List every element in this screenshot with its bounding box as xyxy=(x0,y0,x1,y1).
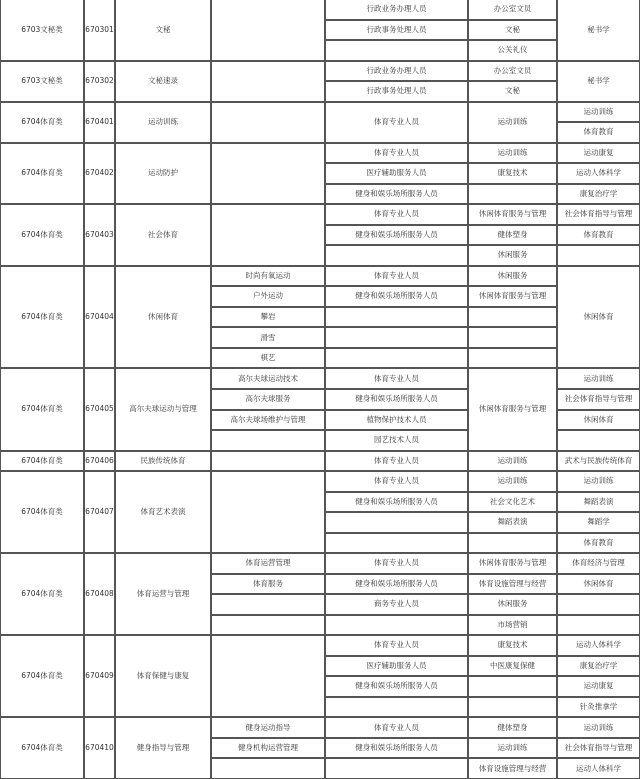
direction-cell: 健身机构运营管理 xyxy=(211,738,325,759)
category-cell: 6704体育类 xyxy=(0,143,84,205)
code-cell: 670407 xyxy=(84,471,115,553)
undergraduate-cell: 运动训练 xyxy=(557,471,640,492)
secondary-cell: 文秘 xyxy=(468,20,557,41)
undergraduate-cell: 运动人体科学 xyxy=(557,758,640,779)
secondary-cell: 体育设施管理与经营 xyxy=(468,574,557,595)
undergraduate-cell xyxy=(557,430,640,451)
occupation-cell: 行政业务办理人员 xyxy=(325,0,468,20)
secondary-cell: 体育设施管理与经营 xyxy=(468,758,557,779)
secondary-cell: 中医康复保健 xyxy=(468,656,557,677)
undergraduate-cell: 康复治疗学 xyxy=(557,656,640,677)
occupation-cell: 健身和娱乐场所服务人员 xyxy=(325,676,468,697)
name-cell: 体育保健与康复 xyxy=(115,635,211,717)
occupation-cell: 健身和娱乐场所服务人员 xyxy=(325,184,468,205)
occupation-cell: 医疗辅助服务人员 xyxy=(325,656,468,677)
name-cell: 民族传统体育 xyxy=(115,451,211,472)
undergraduate-cell: 武术与民族传统体育 xyxy=(557,451,640,472)
secondary-cell: 文秘 xyxy=(468,81,557,102)
occupation-cell xyxy=(325,245,468,266)
undergraduate-cell: 舞蹈学 xyxy=(557,512,640,533)
occupation-cell: 体育专业人员 xyxy=(325,266,468,287)
code-cell: 670401 xyxy=(84,102,115,143)
occupation-cell: 健身和娱乐场所服务人员 xyxy=(325,225,468,246)
code-cell: 670301 xyxy=(84,0,115,61)
secondary-cell: 健体塑身 xyxy=(468,717,557,738)
secondary-cell: 休闲服务 xyxy=(468,245,557,266)
undergraduate-cell: 秘书学 xyxy=(557,0,640,61)
undergraduate-cell: 康复治疗学 xyxy=(557,184,640,205)
direction-cell: 棋艺 xyxy=(211,348,325,369)
undergraduate-cell: 秘书学 xyxy=(557,61,640,102)
direction-cell: 体育服务 xyxy=(211,574,325,595)
occupation-cell xyxy=(325,307,468,328)
secondary-cell: 休闲服务 xyxy=(468,266,557,287)
category-cell: 6704体育类 xyxy=(0,471,84,553)
name-cell: 运动训练 xyxy=(115,102,211,143)
occupation-cell: 体育专业人员 xyxy=(325,451,468,472)
secondary-cell: 运动训练 xyxy=(468,471,557,492)
name-cell: 休闲体育 xyxy=(115,266,211,369)
name-cell: 文秘速录 xyxy=(115,61,211,102)
name-cell: 运动防护 xyxy=(115,143,211,205)
undergraduate-cell xyxy=(557,594,640,615)
occupation-cell xyxy=(325,758,468,779)
occupation-cell: 医疗辅助服务人员 xyxy=(325,163,468,184)
undergraduate-cell: 运动训练 xyxy=(557,368,640,389)
secondary-cell: 公关礼仪 xyxy=(468,40,557,61)
category-cell: 6703文秘类 xyxy=(0,61,84,102)
undergraduate-cell: 社会体育指导与管理 xyxy=(557,738,640,759)
secondary-cell: 舞蹈表演 xyxy=(468,512,557,533)
direction-cell: 高尔夫球服务 xyxy=(211,389,325,410)
secondary-cell: 休闲体育服务与管理 xyxy=(468,286,557,307)
secondary-cell: 康复技术 xyxy=(468,635,557,656)
undergraduate-cell: 运动康复 xyxy=(557,676,640,697)
category-cell: 6704体育类 xyxy=(0,266,84,369)
code-cell: 670405 xyxy=(84,368,115,450)
undergraduate-cell: 社会体育指导与管理 xyxy=(557,389,640,410)
empty-cell xyxy=(211,143,325,205)
occupation-cell: 健身和娱乐场所服务人员 xyxy=(325,286,468,307)
secondary-cell: 市场营销 xyxy=(468,615,557,636)
occupation-cell: 体育专业人员 xyxy=(325,368,468,389)
secondary-cell: 办公室文员 xyxy=(468,61,557,82)
occupation-cell: 行政事务处理人员 xyxy=(325,81,468,102)
empty-cell xyxy=(211,635,325,717)
code-cell: 670410 xyxy=(84,717,115,779)
occupation-cell: 健身和娱乐场所服务人员 xyxy=(325,738,468,759)
undergraduate-cell: 休闲体育 xyxy=(557,266,640,369)
undergraduate-cell: 运动人体科学 xyxy=(557,635,640,656)
category-cell: 6704体育类 xyxy=(0,635,84,717)
undergraduate-cell: 体育教育 xyxy=(557,225,640,246)
name-cell: 健身指导与管理 xyxy=(115,717,211,779)
name-cell: 高尔夫球运动与管理 xyxy=(115,368,211,450)
category-cell: 6704体育类 xyxy=(0,553,84,635)
empty-cell xyxy=(211,204,325,266)
code-cell: 670404 xyxy=(84,266,115,369)
undergraduate-cell: 舞蹈表演 xyxy=(557,492,640,513)
category-cell: 6703文秘类 xyxy=(0,0,84,61)
empty-cell xyxy=(211,61,325,102)
category-cell: 6704体育类 xyxy=(0,102,84,143)
undergraduate-cell: 针灸推拿学 xyxy=(557,697,640,718)
secondary-cell xyxy=(468,348,557,369)
direction-cell: 滑雪 xyxy=(211,327,325,348)
undergraduate-cell: 运动人体科学 xyxy=(557,163,640,184)
occupation-cell: 园艺技术人员 xyxy=(325,430,468,451)
secondary-cell: 康复技术 xyxy=(468,163,557,184)
direction-cell: 户外运动 xyxy=(211,286,325,307)
occupation-cell: 体育专业人员 xyxy=(325,143,468,164)
empty-cell xyxy=(211,471,325,553)
code-cell: 670402 xyxy=(84,143,115,205)
empty-cell xyxy=(211,0,325,61)
occupation-cell xyxy=(325,40,468,61)
code-cell: 670406 xyxy=(84,451,115,472)
undergraduate-cell: 运动康复 xyxy=(557,143,640,164)
secondary-cell: 运动训练 xyxy=(468,102,557,143)
direction-cell xyxy=(211,594,325,615)
category-cell: 6704体育类 xyxy=(0,204,84,266)
secondary-cell: 休闲体育服务与管理 xyxy=(468,368,557,450)
name-cell: 体育运营与管理 xyxy=(115,553,211,635)
occupation-cell: 体育专业人员 xyxy=(325,471,468,492)
occupation-cell: 健身和娱乐场所服务人员 xyxy=(325,574,468,595)
secondary-cell: 办公室文员 xyxy=(468,0,557,20)
secondary-cell xyxy=(468,327,557,348)
direction-cell: 攀岩 xyxy=(211,307,325,328)
occupation-cell: 植物保护技术人员 xyxy=(325,410,468,431)
empty-cell xyxy=(211,451,325,472)
occupation-cell: 健身和娱乐场所服务人员 xyxy=(325,492,468,513)
occupation-cell xyxy=(325,327,468,348)
occupation-cell: 健身和娱乐场所服务人员 xyxy=(325,389,468,410)
undergraduate-cell: 社会体育指导与管理 xyxy=(557,204,640,225)
direction-cell xyxy=(211,615,325,636)
secondary-cell xyxy=(468,697,557,718)
occupation-cell: 商务专业人员 xyxy=(325,594,468,615)
name-cell: 文秘 xyxy=(115,0,211,61)
secondary-cell xyxy=(468,307,557,328)
undergraduate-cell: 休闲体育 xyxy=(557,410,640,431)
secondary-cell xyxy=(468,184,557,205)
direction-cell: 高尔夫球场维护与管理 xyxy=(211,410,325,431)
occupation-cell: 行政事务处理人员 xyxy=(325,20,468,41)
secondary-cell: 健体塑身 xyxy=(468,225,557,246)
occupation-cell xyxy=(325,348,468,369)
direction-cell: 时尚有氧运动 xyxy=(211,266,325,287)
secondary-cell xyxy=(468,533,557,554)
occupation-cell: 体育专业人员 xyxy=(325,553,468,574)
occupation-cell: 体育专业人员 xyxy=(325,717,468,738)
secondary-cell: 休闲体育服务与管理 xyxy=(468,553,557,574)
category-cell: 6704体育类 xyxy=(0,451,84,472)
undergraduate-cell: 体育教育 xyxy=(557,122,640,143)
occupation-cell: 体育专业人员 xyxy=(325,102,468,143)
undergraduate-cell: 运动训练 xyxy=(557,717,640,738)
code-cell: 670409 xyxy=(84,635,115,717)
occupation-cell xyxy=(325,512,468,533)
undergraduate-cell: 体育教育 xyxy=(557,533,640,554)
secondary-cell: 休闲服务 xyxy=(468,594,557,615)
code-cell: 670403 xyxy=(84,204,115,266)
occupation-cell xyxy=(325,697,468,718)
name-cell: 体育艺术表演 xyxy=(115,471,211,553)
undergraduate-cell: 运动训练 xyxy=(557,102,640,123)
empty-cell xyxy=(211,102,325,143)
name-cell: 社会体育 xyxy=(115,204,211,266)
code-cell: 670408 xyxy=(84,553,115,635)
secondary-cell: 社会文化艺术 xyxy=(468,492,557,513)
direction-cell xyxy=(211,430,325,451)
occupation-cell xyxy=(325,533,468,554)
category-cell: 6704体育类 xyxy=(0,368,84,450)
direction-cell: 体育运营管理 xyxy=(211,553,325,574)
direction-cell: 健身运动指导 xyxy=(211,717,325,738)
undergraduate-cell: 休闲体育 xyxy=(557,574,640,595)
secondary-cell: 运动训练 xyxy=(468,143,557,164)
secondary-cell: 休闲体育服务与管理 xyxy=(468,204,557,225)
secondary-cell xyxy=(468,676,557,697)
direction-cell xyxy=(211,758,325,779)
occupation-cell xyxy=(325,615,468,636)
undergraduate-cell xyxy=(557,245,640,266)
occupation-cell: 体育专业人员 xyxy=(325,204,468,225)
secondary-cell: 运动训练 xyxy=(468,451,557,472)
occupation-cell: 体育专业人员 xyxy=(325,635,468,656)
category-cell: 6704体育类 xyxy=(0,717,84,779)
undergraduate-cell: 体育经济与管理 xyxy=(557,553,640,574)
code-cell: 670302 xyxy=(84,61,115,102)
undergraduate-cell xyxy=(557,615,640,636)
direction-cell: 高尔夫球运动技术 xyxy=(211,368,325,389)
secondary-cell: 运动训练 xyxy=(468,738,557,759)
occupation-cell: 行政业务办理人员 xyxy=(325,61,468,82)
